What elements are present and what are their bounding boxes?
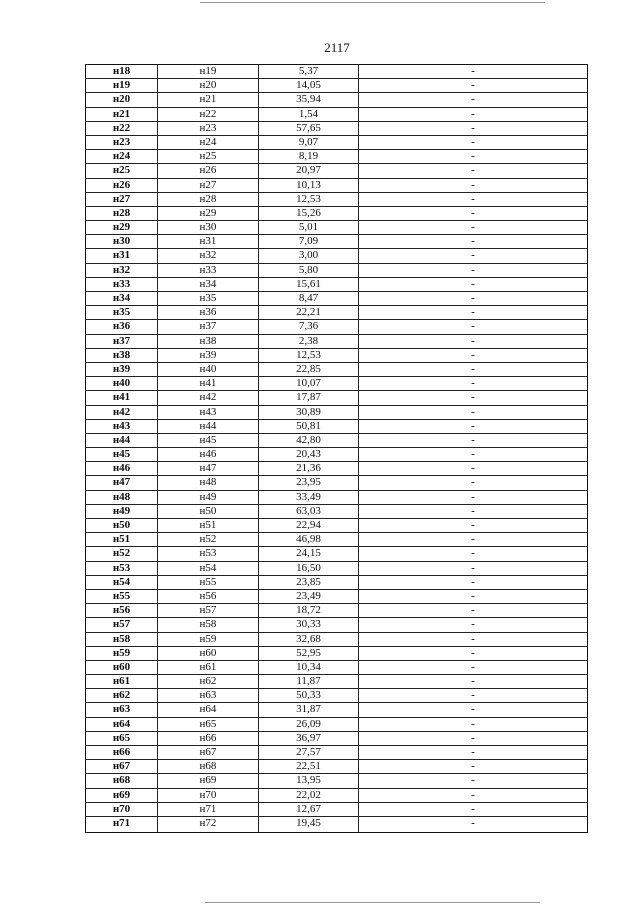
table-row (86, 122, 587, 136)
cell-start-node: н52 (86, 547, 158, 560)
cell-note: - (471, 788, 475, 801)
cell-note: - (471, 135, 475, 148)
cell-end-node: н67 (158, 746, 259, 759)
table-row (86, 179, 587, 193)
cell-note: - (471, 547, 475, 560)
cell-value: 22,21 (259, 306, 359, 319)
cell-end-node: н34 (158, 278, 259, 291)
cell-start-node: н34 (86, 292, 158, 305)
cell-end-node: н53 (158, 547, 259, 560)
cell-note: - (471, 164, 475, 177)
cell-value: 9,07 (259, 136, 359, 149)
cell-value: 20,97 (259, 164, 359, 177)
cell-value: 63,03 (259, 505, 359, 518)
cell-value: 19,45 (259, 817, 359, 832)
table-row (86, 292, 587, 306)
cell-end-node: н23 (158, 122, 259, 135)
cell-value: 27,57 (259, 746, 359, 759)
cell-start-node: н19 (86, 79, 158, 92)
data-table (85, 64, 588, 833)
table-row (86, 817, 587, 832)
cell-note: - (471, 93, 475, 106)
cell-end-node: н45 (158, 434, 259, 447)
cell-end-node: н47 (158, 462, 259, 475)
cell-note: - (471, 618, 475, 631)
table-row (86, 618, 587, 632)
cell-note: - (471, 235, 475, 248)
cell-start-node: н30 (86, 235, 158, 248)
cell-start-node: н54 (86, 576, 158, 589)
cell-start-node: н59 (86, 647, 158, 660)
cell-note: - (471, 192, 475, 205)
cell-start-node: н57 (86, 618, 158, 631)
cell-value: 21,36 (259, 462, 359, 475)
cell-start-node: н61 (86, 675, 158, 688)
cell-end-node: н48 (158, 476, 259, 489)
cell-note: - (471, 816, 475, 829)
cell-end-node: н55 (158, 576, 259, 589)
table-row (86, 221, 587, 235)
cell-note: - (471, 660, 475, 673)
cell-start-node: н60 (86, 661, 158, 674)
cell-start-node: н41 (86, 391, 158, 404)
cell-value: 33,49 (259, 491, 359, 504)
cell-start-node: н58 (86, 633, 158, 646)
cell-end-node: н41 (158, 377, 259, 390)
cell-start-node: н71 (86, 817, 158, 832)
scan-edge-bottom (205, 902, 540, 903)
table-row (86, 746, 587, 760)
cell-note: - (471, 150, 475, 163)
table-row (86, 448, 587, 462)
cell-start-node: н47 (86, 476, 158, 489)
table-row (86, 703, 587, 717)
cell-note: - (471, 675, 475, 688)
cell-start-node: н48 (86, 491, 158, 504)
cell-note: - (471, 221, 475, 234)
cell-note: - (471, 320, 475, 333)
cell-end-node: н28 (158, 193, 259, 206)
table-row (86, 789, 587, 803)
table-row (86, 150, 587, 164)
cell-end-node: н39 (158, 349, 259, 362)
cell-start-node: н29 (86, 221, 158, 234)
cell-note: - (471, 533, 475, 546)
cell-note: - (471, 604, 475, 617)
cell-note: - (471, 263, 475, 276)
cell-value: 57,65 (259, 122, 359, 135)
table-row (86, 462, 587, 476)
cell-end-node: н29 (158, 207, 259, 220)
cell-end-node: н44 (158, 420, 259, 433)
cell-note: - (471, 306, 475, 319)
cell-start-node: н35 (86, 306, 158, 319)
cell-start-node: н64 (86, 718, 158, 731)
table-row (86, 732, 587, 746)
table-row (86, 633, 587, 647)
cell-value: 5,37 (259, 65, 359, 78)
cell-end-node: н24 (158, 136, 259, 149)
cell-note: - (471, 561, 475, 574)
table-row (86, 377, 587, 391)
cell-value: 12,67 (259, 803, 359, 816)
cell-start-node: н38 (86, 349, 158, 362)
table-row (86, 306, 587, 320)
cell-value: 24,15 (259, 547, 359, 560)
cell-end-node: н60 (158, 647, 259, 660)
cell-end-node: н27 (158, 179, 259, 192)
cell-start-node: н25 (86, 164, 158, 177)
cell-start-node: н28 (86, 207, 158, 220)
cell-end-node: н71 (158, 803, 259, 816)
table-row (86, 164, 587, 178)
cell-end-node: н63 (158, 689, 259, 702)
cell-value: 35,94 (259, 93, 359, 106)
cell-note: - (471, 589, 475, 602)
cell-note: - (471, 646, 475, 659)
cell-end-node: н54 (158, 562, 259, 575)
table-row (86, 235, 587, 249)
table-row (86, 803, 587, 817)
cell-note: - (471, 717, 475, 730)
cell-value: 8,47 (259, 292, 359, 305)
table-row (86, 476, 587, 490)
table-row (86, 434, 587, 448)
table-row (86, 193, 587, 207)
cell-value: 31,87 (259, 703, 359, 716)
table-row (86, 562, 587, 576)
cell-note: - (471, 632, 475, 645)
cell-value: 30,89 (259, 406, 359, 419)
cell-note: - (471, 348, 475, 361)
cell-end-node: н66 (158, 732, 259, 745)
table-row (86, 675, 587, 689)
cell-value: 1,54 (259, 108, 359, 121)
cell-end-node: н68 (158, 760, 259, 773)
cell-end-node: н25 (158, 150, 259, 163)
cell-value: 15,61 (259, 278, 359, 291)
cell-start-node: н23 (86, 136, 158, 149)
cell-start-node: н36 (86, 320, 158, 333)
cell-start-node: н31 (86, 249, 158, 262)
cell-value: 42,80 (259, 434, 359, 447)
cell-value: 26,09 (259, 718, 359, 731)
table-row (86, 249, 587, 263)
cell-start-node: н49 (86, 505, 158, 518)
table-row (86, 79, 587, 93)
cell-end-node: н42 (158, 391, 259, 404)
table-row (86, 718, 587, 732)
cell-end-node: н69 (158, 774, 259, 787)
cell-value: 16,50 (259, 562, 359, 575)
table-row (86, 576, 587, 590)
table-row (86, 207, 587, 221)
cell-end-node: н58 (158, 618, 259, 631)
cell-start-node: н32 (86, 264, 158, 277)
cell-end-node: н35 (158, 292, 259, 305)
cell-end-node: н57 (158, 604, 259, 617)
cell-value: 5,01 (259, 221, 359, 234)
cell-value: 32,68 (259, 633, 359, 646)
cell-end-node: н22 (158, 108, 259, 121)
cell-value: 8,19 (259, 150, 359, 163)
cell-start-node: н18 (86, 65, 158, 78)
cell-value: 36,97 (259, 732, 359, 745)
cell-end-node: н65 (158, 718, 259, 731)
cell-note: - (471, 476, 475, 489)
cell-end-node: н59 (158, 633, 259, 646)
cell-note: - (471, 689, 475, 702)
table-row (86, 760, 587, 774)
cell-value: 13,95 (259, 774, 359, 787)
cell-end-node: н43 (158, 406, 259, 419)
table-row (86, 533, 587, 547)
table-row (86, 136, 587, 150)
cell-value: 10,34 (259, 661, 359, 674)
cell-note: - (471, 292, 475, 304)
cell-value: 30,33 (259, 618, 359, 631)
cell-start-node: н21 (86, 108, 158, 121)
cell-value: 46,98 (259, 533, 359, 546)
table-row (86, 519, 587, 533)
table-row (86, 590, 587, 604)
cell-value: 2,38 (259, 335, 359, 348)
cell-note: - (471, 249, 475, 262)
cell-end-node: н37 (158, 320, 259, 333)
cell-note: - (471, 362, 475, 375)
cell-start-node: н42 (86, 406, 158, 419)
cell-value: 18,72 (259, 604, 359, 617)
cell-start-node: н67 (86, 760, 158, 773)
cell-start-node: н26 (86, 179, 158, 192)
cell-start-node: н56 (86, 604, 158, 617)
cell-start-node: н69 (86, 789, 158, 802)
table-row (86, 391, 587, 405)
cell-value: 52,95 (259, 647, 359, 660)
cell-value: 5,80 (259, 264, 359, 277)
cell-start-node: н62 (86, 689, 158, 702)
cell-note: - (471, 703, 475, 716)
table-row (86, 689, 587, 703)
cell-value: 50,33 (259, 689, 359, 702)
cell-value: 23,85 (259, 576, 359, 589)
cell-note: - (471, 391, 475, 404)
cell-end-node: н61 (158, 661, 259, 674)
cell-start-node: н43 (86, 420, 158, 433)
cell-start-node: н53 (86, 562, 158, 575)
table-row (86, 349, 587, 363)
cell-value: 10,07 (259, 377, 359, 390)
cell-value: 20,43 (259, 448, 359, 461)
cell-note: - (471, 504, 475, 517)
table-row (86, 93, 587, 107)
table-row (86, 505, 587, 519)
cell-start-node: н40 (86, 377, 158, 390)
cell-value: 3,00 (259, 249, 359, 262)
cell-end-node: н31 (158, 235, 259, 248)
cell-note: - (471, 277, 475, 290)
cell-start-node: н46 (86, 462, 158, 475)
cell-note: - (471, 746, 475, 758)
cell-start-node: н65 (86, 732, 158, 745)
cell-value: 12,53 (259, 349, 359, 362)
cell-value: 50,81 (259, 420, 359, 433)
cell-end-node: н56 (158, 590, 259, 603)
cell-note: - (471, 802, 475, 815)
cell-start-node: н39 (86, 363, 158, 376)
cell-value: 23,95 (259, 476, 359, 489)
cell-start-node: н20 (86, 93, 158, 106)
cell-note: - (471, 206, 475, 219)
cell-end-node: н64 (158, 703, 259, 716)
table-row (86, 335, 587, 349)
cell-start-node: н66 (86, 746, 158, 759)
cell-end-node: н36 (158, 306, 259, 319)
cell-note: - (471, 774, 475, 787)
cell-end-node: н51 (158, 519, 259, 532)
cell-end-node: н70 (158, 789, 259, 802)
cell-end-node: н50 (158, 505, 259, 518)
cell-start-node: н24 (86, 150, 158, 163)
cell-note: - (471, 731, 475, 744)
cell-end-node: н19 (158, 65, 259, 78)
cell-value: 17,87 (259, 391, 359, 404)
cell-note: - (471, 448, 475, 461)
cell-start-node: н70 (86, 803, 158, 816)
cell-value: 15,26 (259, 207, 359, 220)
cell-note: - (471, 433, 475, 446)
cell-end-node: н72 (158, 817, 259, 832)
scan-edge-top (200, 2, 545, 3)
cell-value: 22,02 (259, 789, 359, 802)
table-row (86, 65, 587, 79)
cell-note: - (471, 377, 475, 390)
cell-note: - (471, 519, 475, 531)
cell-end-node: н38 (158, 335, 259, 348)
cell-note: - (471, 107, 475, 120)
cell-start-node: н63 (86, 703, 158, 716)
cell-note: - (471, 405, 475, 418)
table-row (86, 774, 587, 788)
cell-value: 23,49 (259, 590, 359, 603)
cell-note: - (471, 334, 475, 347)
cell-start-node: н55 (86, 590, 158, 603)
cell-value: 12,53 (259, 193, 359, 206)
cell-end-node: н32 (158, 249, 259, 262)
cell-value: 22,85 (259, 363, 359, 376)
cell-note: - (471, 178, 475, 191)
table-row (86, 108, 587, 122)
cell-end-node: н20 (158, 79, 259, 92)
cell-note: - (471, 490, 475, 503)
cell-note: - (471, 419, 475, 432)
cell-note: - (471, 79, 475, 92)
cell-end-node: н30 (158, 221, 259, 234)
cell-start-node: н33 (86, 278, 158, 291)
cell-start-node: н51 (86, 533, 158, 546)
table-row (86, 661, 587, 675)
table-row (86, 491, 587, 505)
cell-end-node: н62 (158, 675, 259, 688)
cell-value: 7,36 (259, 320, 359, 333)
cell-end-node: н46 (158, 448, 259, 461)
table-row (86, 363, 587, 377)
cell-note: - (471, 121, 475, 134)
cell-value: 22,94 (259, 519, 359, 532)
cell-value: 11,87 (259, 675, 359, 688)
cell-end-node: н26 (158, 164, 259, 177)
cell-start-node: н27 (86, 193, 158, 206)
cell-value: 10,13 (259, 179, 359, 192)
cell-value: 7,09 (259, 235, 359, 248)
cell-end-node: н40 (158, 363, 259, 376)
cell-end-node: н49 (158, 491, 259, 504)
cell-start-node: н68 (86, 774, 158, 787)
page-number: 2117 (324, 40, 350, 55)
table-row (86, 547, 587, 561)
cell-start-node: н50 (86, 519, 158, 532)
cell-value: 22,51 (259, 760, 359, 773)
table-row (86, 320, 587, 334)
cell-note: - (471, 575, 475, 588)
cell-start-node: н37 (86, 335, 158, 348)
cell-start-node: н22 (86, 122, 158, 135)
cell-start-node: н44 (86, 434, 158, 447)
cell-note: - (471, 760, 475, 773)
cell-end-node: н33 (158, 264, 259, 277)
table-row (86, 406, 587, 420)
cell-start-node: н45 (86, 448, 158, 461)
cell-end-node: н52 (158, 533, 259, 546)
cell-note: - (471, 462, 475, 475)
table-row (86, 647, 587, 661)
table-row (86, 264, 587, 278)
cell-value: 14,05 (259, 79, 359, 92)
table-row (86, 420, 587, 434)
cell-note: - (471, 65, 475, 77)
cell-end-node: н21 (158, 93, 259, 106)
table-row (86, 278, 587, 292)
table-row (86, 604, 587, 618)
